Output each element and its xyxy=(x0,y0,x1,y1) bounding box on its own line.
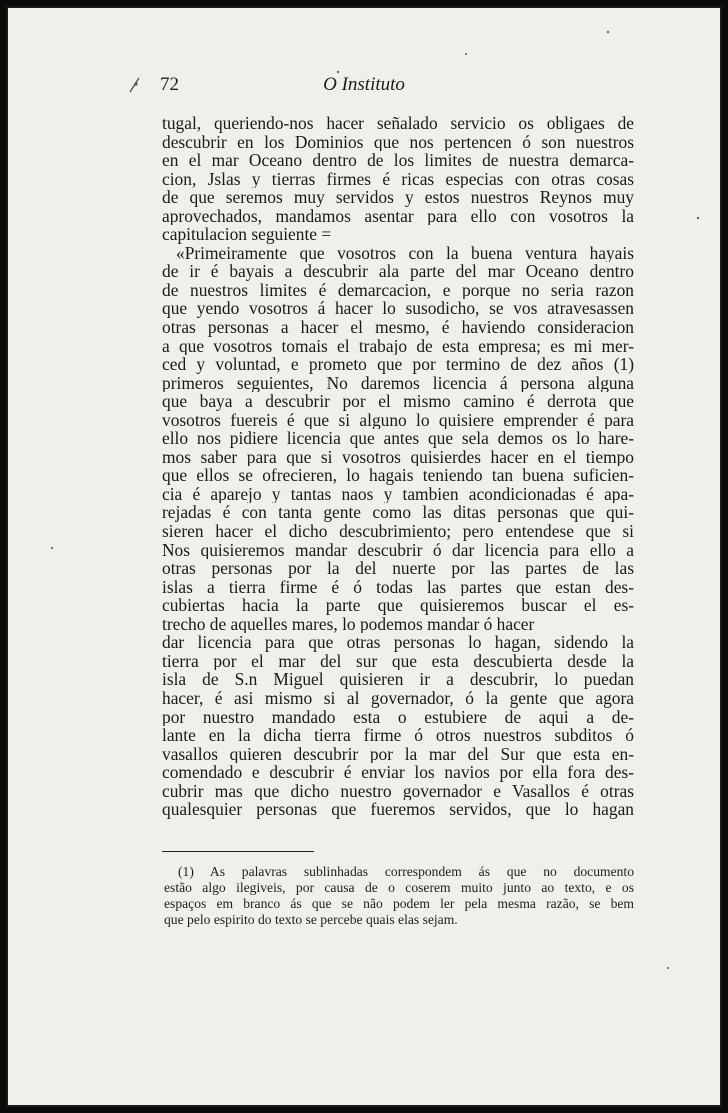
text-line: otras personas a hacer el mesmo, é haviendo consideracion xyxy=(162,318,634,337)
text-line: rejadas é con tanta gente como las ditas personas que qui- xyxy=(162,503,634,523)
text-line: vosotros fuereis é que si alguno lo quisiere emprender é para xyxy=(162,410,634,430)
text-line: que yendo vosotros á hacer lo susodicho, se vos atravesassen xyxy=(162,299,634,319)
footnote-line: (1) As palavras sublinhadas correspondem ás que no documento xyxy=(178,864,634,879)
text-line: por nuestro mandado esta o estubiere de aqui a de- xyxy=(162,707,634,727)
text-line: mos saber para que si vosotros quisierdes hacer en el tiempo xyxy=(162,447,634,467)
text-line: de que seremos muy servidos y estos nuestros Reynos muy xyxy=(162,188,634,207)
text-line: primeros seguientes, No daremos licencia á persona alguna xyxy=(162,373,634,393)
text-line: hacer, é asi mismo si al governador, ó la gente que agora xyxy=(162,688,634,708)
footnote-line: espaços em branco ás que se não podem ler pela mesma razão, se bem xyxy=(164,896,634,911)
text-line: trecho de aquelles mares, lo podemos mandar ó hacer xyxy=(162,614,535,634)
text-line: ello nos pidiere licencia que antes que sela demos os lo hare- xyxy=(162,429,634,448)
text-line: sieren hacer el dicho descubrimiento; pero entendese que si xyxy=(162,522,634,541)
text-line: descubrir en los Dominios que nos pertencen ó son nuestros xyxy=(162,132,634,152)
text-line: en el mar Oceano dentro de los limites de nuestra demarca- xyxy=(162,151,634,170)
footnote-divider xyxy=(162,851,314,852)
text-line: a que vosotros tomais el trabajo de esta empresa; es mi mer- xyxy=(162,336,634,356)
text-line: cion, Jslas y tierras firmes é ricas especias con otras cosas xyxy=(162,169,634,189)
text-line: cia é aparejo y tantas naos y tambien acondicionadas é apa- xyxy=(162,484,634,504)
text-line: que baya a descubrir por el mismo camino é derrota que xyxy=(162,392,634,411)
text-line: qualesquier personas que fueremos servidos, que lo hagan xyxy=(162,800,634,819)
text-line: cubiertas hacia la parte que quisieremos buscar el es- xyxy=(162,596,634,615)
text-line: dar licencia para que otras personas lo hagan, sidendo la xyxy=(162,633,634,652)
running-title: O Instituto xyxy=(323,74,405,95)
footnote xyxy=(164,864,634,928)
text-line: capitulacion seguiente = xyxy=(162,225,332,244)
page-number: 72 xyxy=(160,74,179,95)
text-line: islas a tierra firme é ó todas las partes que estan des- xyxy=(162,577,634,597)
text-line: de ir é bayais a descubrir ala parte del mar Oceano dentro xyxy=(162,262,634,281)
text-line: ced y voluntad, e prometo que por termino de dez años (1) xyxy=(162,355,634,374)
text-line: isla de S.n Miguel quisieren ir a descubrir, lo puedan xyxy=(162,670,634,689)
footnote-line: que pelo espirito do texto se percebe quais elas sejam. xyxy=(164,912,458,927)
footnote-line: estão algo ilegiveis, por causa de o coserem muito junto ao texto, e os xyxy=(164,880,634,895)
text-line: otras personas por la del nuerte por las partes de las xyxy=(162,559,634,578)
text-line: lante en la dicha tierra firme ó otros nuestros subditos ó xyxy=(162,726,634,745)
text-line: «Primeiramente que vosotros con la buena ventura hayais xyxy=(176,243,634,263)
text-line: comendado e descubrir é enviar los navios por ella fora des- xyxy=(162,763,634,782)
body-text xyxy=(162,114,634,819)
text-line: que ellos se ofrecieren, lo hagais teniendo tan buena suficien- xyxy=(162,466,634,485)
text-line: tugal, queriendo-nos hacer señalado servicio os obligaes de xyxy=(162,114,634,133)
text-line: cubrir mas que dicho nuestro governador e Vasallos é otras xyxy=(162,781,634,801)
page-header xyxy=(8,74,720,104)
text-line: vasallos quieren descubrir por la mar del Sur que esta en- xyxy=(162,744,634,764)
text-line: aprovechados, mandamos asentar para ello con vosotros la xyxy=(162,206,634,226)
text-line: tierra por el mar del sur que esta descubierta desde la xyxy=(162,651,634,671)
book-page xyxy=(6,6,722,1107)
text-line: de nuestros limites é demarcacion, e porque no seria razon xyxy=(162,280,634,300)
text-line: Nos quisieremos mandar descubrir ó dar licencia para ello a xyxy=(162,540,634,560)
